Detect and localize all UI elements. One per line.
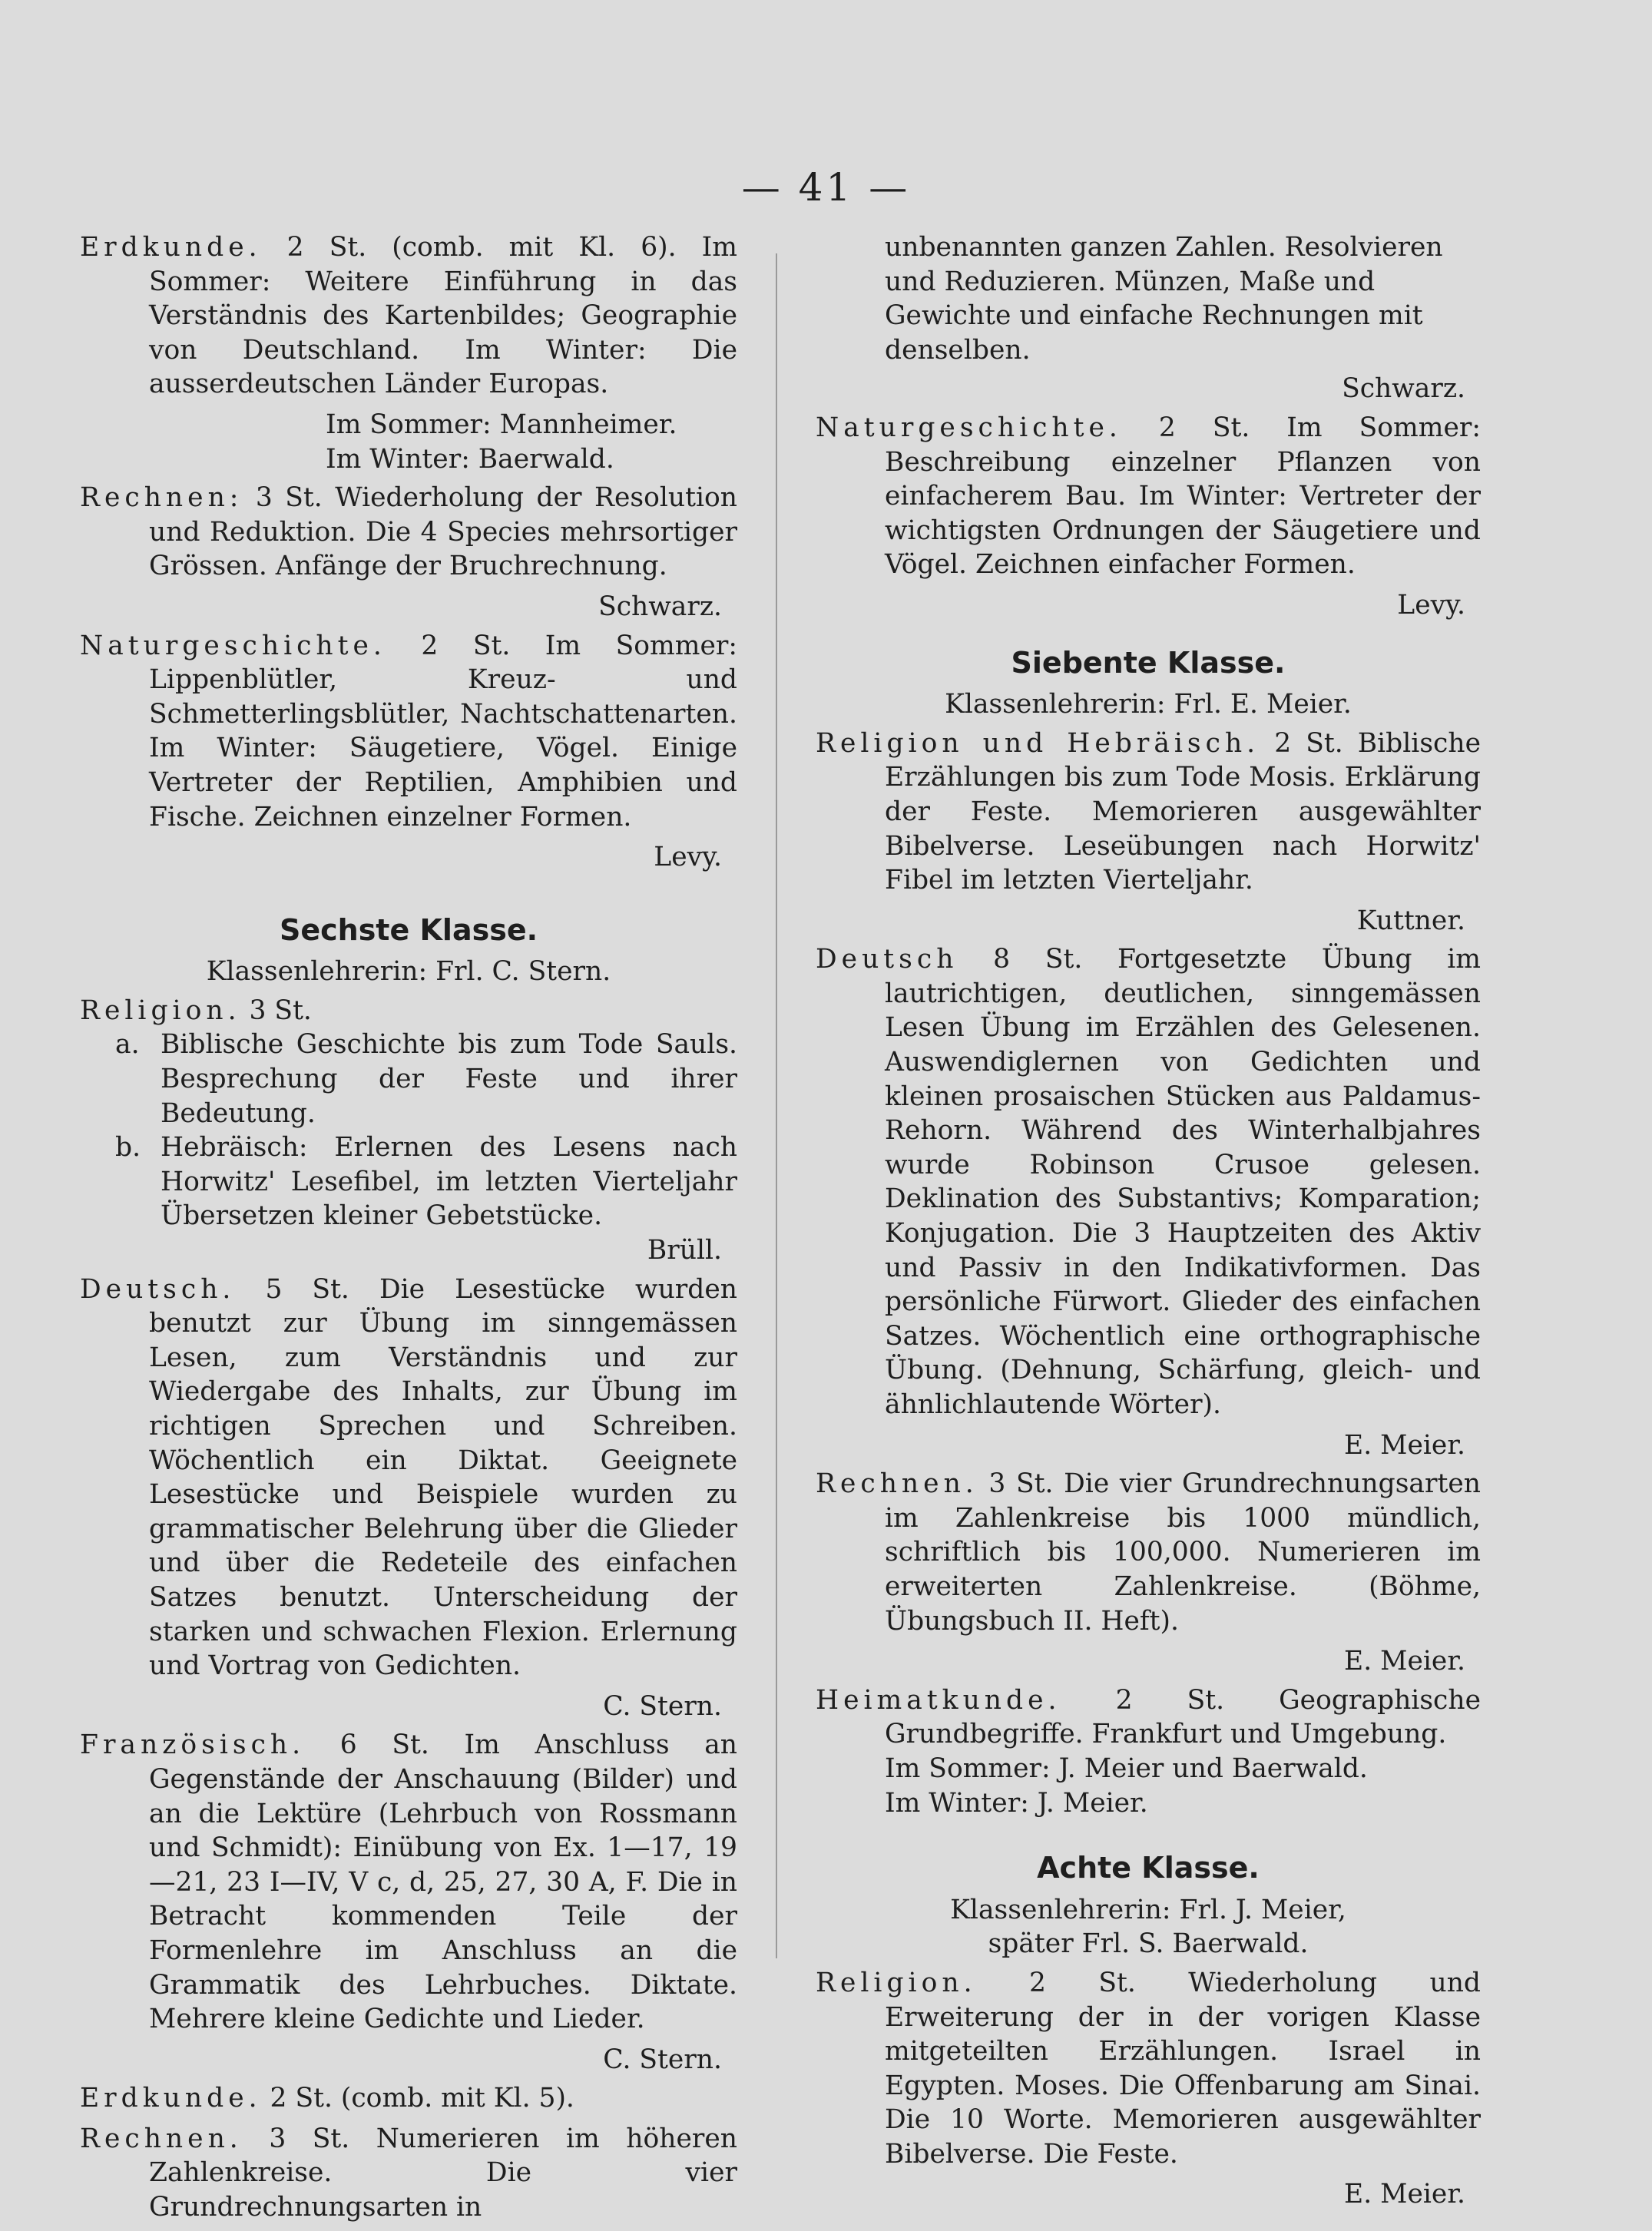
right-column: [816, 230, 1481, 2216]
column-divider: [776, 253, 777, 1958]
left-column: [80, 230, 737, 2231]
entry-text: 2 St. Wiederholung und Erweiterung der in der vorigen Klasse mitgeteilten Erzählungen. Israel in Egypten. Moses. Die Offenbarung am Sinai. Die 10 Worte. Memorieren ausgewählter Bibelverse. Die Feste.: [885, 1967, 1482, 2170]
signer: Levy.: [654, 842, 722, 873]
entry-text: 3 St. Wiederholung der Resolution und Reduktion. Die 4 Species mehrsortiger Grössen. Anfänge der Bruchrechnung.: [149, 482, 737, 582]
class-teacher-later: später Frl. S. Baerwald.: [988, 1928, 1309, 1960]
page-number: — 41 —: [741, 165, 911, 210]
entry-term: Religion.: [816, 1967, 977, 1998]
entry-religion: [816, 727, 1481, 898]
entry-rechnen: [80, 481, 737, 584]
signer: C. Stern.: [603, 1690, 722, 1722]
signer: C. Stern.: [603, 2044, 722, 2075]
entry-text: 2 St. (comb. mit Kl. 5).: [270, 2083, 574, 2114]
section-heading-siebente: Siebente Klasse.: [1011, 645, 1286, 680]
entry-text: 3 St. Numerieren im höheren Zahlenkreise. Die vier Grundrechnungsarten in: [149, 2123, 737, 2223]
entry-heimatkunde: [816, 1683, 1481, 1752]
entry-term: Naturgeschichte.: [816, 412, 1122, 443]
class-teacher: Klassenlehrerin: Frl. C. Stern.: [206, 956, 611, 988]
entry-rechnen: [816, 1467, 1481, 1638]
signer: Brüll.: [647, 1235, 722, 1266]
signer: E. Meier.: [1344, 1429, 1465, 1461]
signer: Im Sommer: J. Meier und Baerwald.: [885, 1753, 1368, 1784]
class-teacher: Klassenlehrerin: Frl. E. Meier.: [945, 689, 1352, 720]
entry-text: 5 St. Die Lesestücke wurden benutzt zur Übung im sinngemässen Lesen, zum Verständnis und zur Wiedergabe des Inhalts, zur Übung im richtigen Sprechen und Schreiben. Wöchentlich ein Diktat. Geeignete Lesestücke und Beispiele wurden zu grammatischer Belehrung über die Glieder und über die Redeteile des einfachen Satzes benutzt. Unterscheidung der starken und schwachen Flexion. Erlernung und Vortrag von Gedichten.: [149, 1273, 738, 1682]
list-item-text: Hebräisch: Erlernen des Lesens nach Horwitz' Lesefibel, im letzten Vierteljahr Übersetzen kleiner Gebetstücke.: [161, 1132, 737, 1232]
entry-religion: [80, 994, 737, 1028]
entry-text: 8 St. Fortgesetzte Übung im lautrichtigen, deutlichen, sinngemässen Lesen Übung im Erzählen des Gelesenen. Auswendiglernen von Gedichten und kleinen prosaischen Stücken aus Paldamus-Rehorn. Während des Winterhalbjahres wurde Robinson Crusoe gelesen. Deklination des Substantivs; Komparation; Konjugation. Die 3 Hauptzeiten des Aktiv und Passiv in den Indikativformen. Das persönliche Fürwort. Glieder des einfachen Satzes. Wöchentlich eine orthographische Übung. (Dehnung, Schärfung, gleich- und ähnlichlautende Wörter).: [885, 944, 1482, 1420]
entry-erdkunde-2: [80, 2081, 737, 2116]
signer: E. Meier.: [1344, 2179, 1465, 2210]
entry-erdkunde: [80, 230, 737, 402]
signer: Kuttner.: [1356, 905, 1465, 936]
entry-rechnen-2: [80, 2122, 737, 2225]
signer: Levy.: [1397, 589, 1465, 621]
religion-sublist: [80, 1028, 737, 1233]
signer: Im Winter: Baerwald.: [326, 443, 614, 475]
entry-term: Deutsch.: [80, 1273, 236, 1305]
entry-term: Rechnen.: [80, 2123, 243, 2154]
list-marker: b.: [115, 1132, 141, 1163]
entry-deutsch: [80, 1273, 737, 1683]
entry-text: 2 St. Im Sommer: Lippenblütler, Kreuz- und Schmetterlingsblütler, Nachtschattenarten. Im Winter: Säugetiere, Vögel. Einige Vertreter der Reptilien, Amphibien und Fische. Zeichnen einzelner Formen.: [149, 630, 738, 832]
entry-text: 2 St. (comb. mit Kl. 6). Im Sommer: Weitere Einführung in das Verständnis des Kartenbildes; Geographie von Deutschland. Im Winter: Die ausserdeutschen Länder Europas.: [149, 232, 738, 400]
signer: Schwarz.: [598, 591, 722, 622]
signer: Im Winter: J. Meier.: [885, 1787, 1148, 1819]
entry-term: Deutsch: [816, 944, 958, 975]
entry-text: 2 St. Im Sommer: Beschreibung einzelner Pflanzen von einfacherem Bau. Im Winter: Vertreter der wichtigsten Ordnungen der Säugetiere und Vögel. Zeichnen einfacher Formen.: [885, 412, 1482, 581]
continuation-text: unbenannten ganzen Zahlen. Resolvieren und Reduzieren. Münzen, Maße und Gewichte und einfache Rechnungen mit denselben.: [885, 232, 1443, 366]
entry-naturgeschichte: [816, 411, 1481, 582]
entry-term: Religion und Hebräisch.: [816, 727, 1260, 759]
entry-term: Erdkunde.: [80, 232, 262, 263]
entry-term: Rechnen.: [816, 1468, 978, 1500]
entry-term: Religion.: [80, 995, 241, 1026]
list-item: [80, 1130, 737, 1233]
signer: Im Sommer: Mannheimer.: [326, 409, 677, 440]
section-heading-sechste: Sechste Klasse.: [279, 912, 538, 947]
entry-term: Naturgeschichte.: [80, 630, 386, 661]
entry-franzoesisch: [80, 1728, 737, 2036]
entry-text: 2 St. Biblische Erzählungen bis zum Tode Mosis. Erklärung der Feste. Memorieren ausgewählter Bibelverse. Leseübungen nach Horwitz' Fibel im letzten Vierteljahr.: [885, 727, 1481, 896]
entry-naturgeschichte: [80, 629, 737, 835]
signer: E. Meier.: [1344, 1646, 1465, 1677]
signer: Schwarz.: [1342, 373, 1465, 405]
class-teacher: Klassenlehrerin: Frl. J. Meier,: [950, 1894, 1346, 1925]
entry-text: 3 St. Die vier Grundrechnungsarten im Zahlenkreise bis 1000 mündlich, schriftlich bis 100,000. Numerieren im erweiterten Zahlenkreise. (Böhme, Übungsbuch II. Heft).: [885, 1468, 1481, 1637]
entry-term: Erdkunde.: [80, 2083, 262, 2114]
entry-text: 3 St.: [249, 995, 312, 1026]
list-marker: a.: [115, 1029, 140, 1061]
entry-text: 2 St. Geographische Grundbegriffe. Frankfurt und Umgebung.: [885, 1684, 1481, 1750]
entry-religion: [816, 1966, 1481, 2172]
entry-term: Französisch.: [80, 1730, 306, 1761]
list-item: [80, 1028, 737, 1130]
list-item-text: Biblische Geschichte bis zum Tode Sauls. Besprechung der Feste und ihrer Bedeutung.: [161, 1029, 737, 1129]
entry-text: 6 St. Im Anschluss an Gegenstände der Anschauung (Bilder) und an die Lektüre (Lehrbuch von Rossmann und Schmidt): Einübung von Ex. 1—17, 19—21, 23 I—IV, V c, d, 25, 27, 30 A, F. Die in Betracht kommenden Teile der Formenlehre im Anschluss an die Grammatik des Lehrbuches. Diktate. Mehrere kleine Gedichte und Lieder.: [149, 1730, 737, 2035]
entry-deutsch: [816, 942, 1481, 1422]
section-heading-achte: Achte Klasse.: [1037, 1851, 1260, 1885]
entry-term: Rechnen:: [80, 482, 243, 514]
entry-term: Heimatkunde.: [816, 1684, 1061, 1716]
